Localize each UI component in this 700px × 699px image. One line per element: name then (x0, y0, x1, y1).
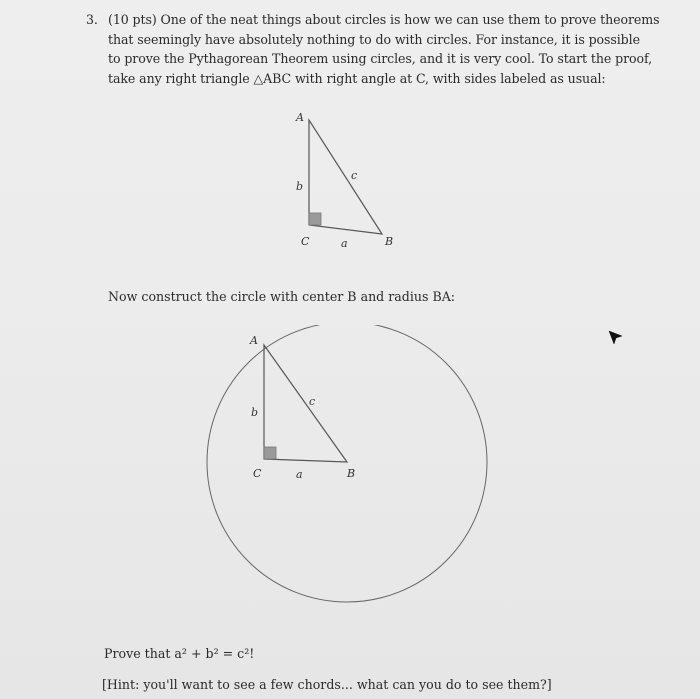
side-a-label: a (296, 468, 303, 481)
side-c-label: c (351, 169, 358, 182)
problem-line: take any right triangle △ABC with right angle at C, with sides labeled as usual: (108, 70, 606, 86)
vertex-c-label: C (301, 235, 310, 248)
arrow-cursor-icon (608, 330, 624, 346)
vertex-a-label: A (296, 111, 304, 124)
side-c-label: c (309, 395, 316, 408)
side-b-label: b (296, 180, 304, 193)
problem-line: that seemingly have absolutely nothing to do with circles. For instance, it is possible (108, 31, 640, 47)
problem-body (108, 10, 660, 88)
prove-statement: Prove that a² + b² = c²! (104, 646, 255, 661)
construct-instruction: Now construct the circle with center B and radius BA: (108, 289, 456, 304)
vertex-b-label: B (385, 235, 394, 248)
hint-text: [Hint: you'll want to see a few chords... what can you do to see them?] (102, 677, 552, 692)
right-angle-marker (309, 213, 321, 225)
vertex-b-label: B (347, 467, 356, 480)
circle-figure (195, 325, 495, 615)
circle-center-b (207, 325, 487, 602)
side-b-label: b (251, 406, 259, 419)
side-a-label: a (341, 237, 348, 250)
triangle-abc (264, 345, 347, 462)
vertex-c-label: C (253, 467, 262, 480)
vertex-a-label: A (250, 334, 258, 347)
problem-line: (10 pts) One of the neat things about circles is how we can use them to prove theorems (108, 12, 660, 27)
problem-line: to prove the Pythagorean Theorem using circles, and it is very cool. To start the proof, (108, 51, 653, 67)
problem-statement (86, 10, 660, 88)
problem-number: 3. (86, 12, 98, 27)
triangle-figure (270, 105, 420, 255)
right-angle-marker (264, 447, 276, 459)
